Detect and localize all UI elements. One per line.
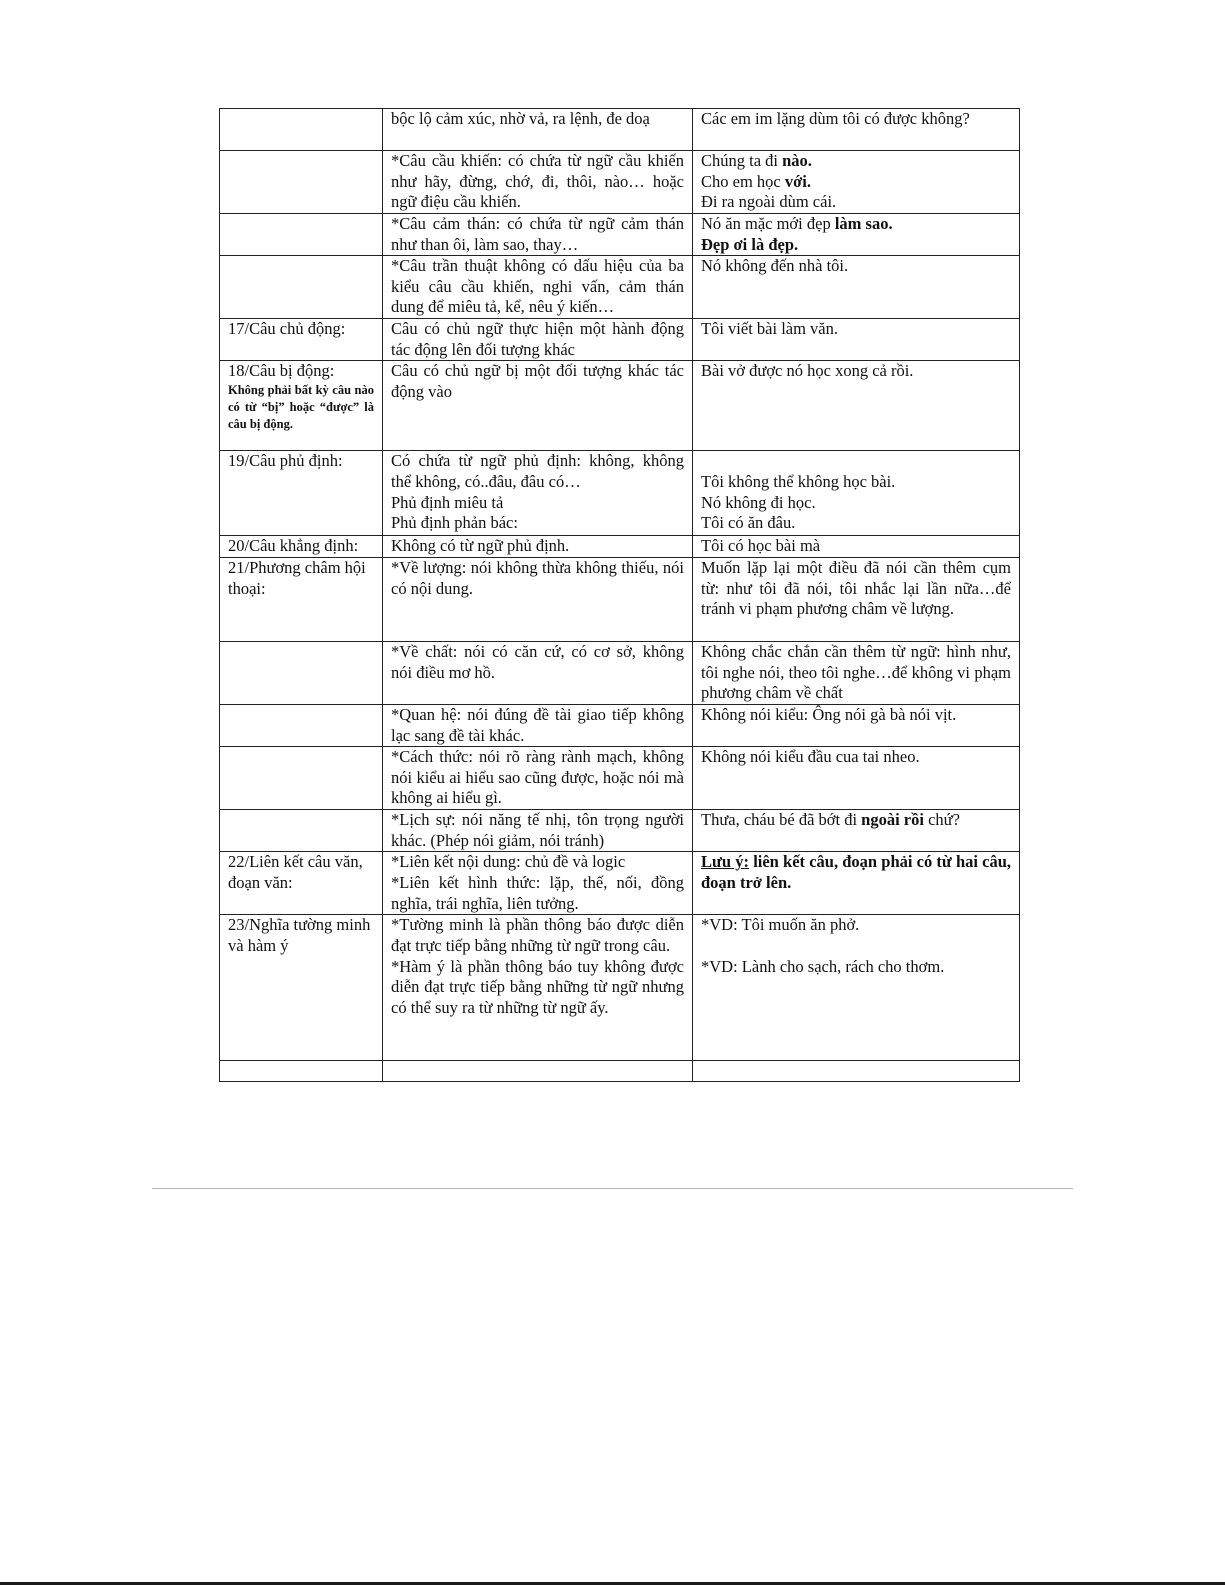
table-row: [220, 1061, 1020, 1082]
table-row: [220, 361, 1020, 451]
definition-cell: [383, 915, 693, 1061]
table-row: [220, 319, 1020, 361]
definition-line: Phủ định phản bác:: [391, 513, 518, 533]
example-line: Đi ra ngoài dùm cái.: [701, 192, 837, 212]
table-row: [220, 641, 1020, 704]
definition-cell: *Cách thức: nói rõ ràng rành mạch, không nói kiểu ai hiểu sao cũng được, hoặc nói mà không ai hiểu gì.: [383, 747, 693, 810]
page-separator: [152, 1188, 1073, 1189]
example-cell: Các em im lặng dùm tôi có được không?: [693, 109, 1020, 151]
concept-cell: [220, 151, 383, 214]
note-text: liên kết câu, đoạn phải có từ hai câu, đoạn trở lên.: [701, 852, 1012, 892]
example-cell: Bài vở được nó học xong cả rồi.: [693, 361, 1020, 451]
concept-cell: [220, 704, 383, 746]
definition-cell: *Câu trần thuật không có dấu hiệu của ba kiểu câu cầu khiến, nghi vấn, cảm thán dung để miêu tả, kể, nêu ý kiến…: [383, 256, 693, 319]
concept-cell: [220, 361, 383, 451]
example-line: Tôi không thể không học bài.: [701, 471, 896, 491]
example-cell: [693, 1061, 1020, 1082]
concept-cell: 22/Liên kết câu văn, đoạn văn:: [220, 852, 383, 915]
concept-cell: [220, 256, 383, 319]
example-cell: [693, 451, 1020, 536]
definition-cell: *Về lượng: nói không thừa không thiếu, nói có nội dung.: [383, 557, 693, 641]
concept-cell: [220, 109, 383, 151]
table-row: [220, 557, 1020, 641]
example-cell: [693, 852, 1020, 915]
concept-cell: [220, 810, 383, 852]
concept-cell: 19/Câu phủ định:: [220, 451, 383, 536]
example-cell: Không nói kiểu đầu cua tai nheo.: [693, 747, 1020, 810]
definition-line: *Hàm ý là phần thông báo tuy không được diễn đạt trực tiếp bằng những từ ngữ nhưng có thể suy ra từ những từ ngữ ấy.: [391, 956, 684, 1017]
definition-cell: [383, 451, 693, 536]
example-line: *VD: Lành cho sạch, rách cho thơm.: [701, 956, 945, 976]
concept-cell: 17/Câu chủ động:: [220, 319, 383, 361]
definition-cell: *Câu cầu khiến: có chứa từ ngữ cầu khiến như hãy, đừng, chớ, đi, thôi, nào… hoặc ngữ điệu cầu khiến.: [383, 151, 693, 214]
table-row: [220, 747, 1020, 810]
example-line: Chúng ta đi nào.: [701, 151, 812, 170]
example-cell: Nó không đến nhà tôi.: [693, 256, 1020, 319]
example-line: Tôi có ăn đâu.: [701, 513, 796, 533]
definition-line: thể không, có..đâu, đâu có…: [391, 471, 581, 491]
example-line: *VD: Tôi muốn ăn phở.: [701, 915, 860, 935]
definition-cell: [383, 1061, 693, 1082]
definition-line: Có chứa từ ngữ phủ định: không, không: [391, 451, 684, 471]
example-cell: Không nói kiểu: Ông nói gà bà nói vịt.: [693, 704, 1020, 746]
definition-line: *Tường minh là phần thông báo được diễn đạt trực tiếp bằng những từ ngữ trong câu.: [391, 915, 684, 955]
definition-line: Phủ định miêu tả: [391, 492, 504, 512]
concept-cell: 20/Câu khẳng định:: [220, 536, 383, 558]
example-line: Cho em học với.: [701, 171, 811, 191]
table-row: [220, 109, 1020, 151]
table-row: [220, 151, 1020, 214]
grammar-table: [219, 108, 1020, 1082]
concept-cell: [220, 747, 383, 810]
table-row: [220, 214, 1020, 256]
example-cell: Tôi viết bài làm văn.: [693, 319, 1020, 361]
definition-cell: *Lịch sự: nói năng tế nhị, tôn trọng người khác. (Phép nói giảm, nói tránh): [383, 810, 693, 852]
example-line: Nó không đi học.: [701, 492, 816, 512]
definition-cell: *Quan hệ: nói đúng đề tài giao tiếp không lạc sang đề tài khác.: [383, 704, 693, 746]
table-row: [220, 256, 1020, 319]
table-row: [220, 915, 1020, 1061]
concept-note: Không phải bất kỳ câu nào có từ “bị” hoặc “được” là câu bị động.: [228, 382, 374, 431]
note-label: Lưu ý:: [701, 852, 750, 872]
example-line: Nó ăn mặc mới đẹp làm sao.: [701, 214, 893, 233]
definition-cell: Không có từ ngữ phủ định.: [383, 536, 693, 558]
definition-cell: [383, 852, 693, 915]
table-row: [220, 536, 1020, 558]
example-cell: Không chắc chắn cần thêm từ ngữ: hình như, tôi nghe nói, theo tôi nghe…để không vi phạm phương châm về chất: [693, 641, 1020, 704]
definition-cell: Câu có chủ ngữ bị một đối tượng khác tác động vào: [383, 361, 693, 451]
definition-cell: Câu có chủ ngữ thực hiện một hành động tác động lên đối tượng khác: [383, 319, 693, 361]
table-row: [220, 704, 1020, 746]
definition-cell: bộc lộ cảm xúc, nhờ vả, ra lệnh, đe doạ: [383, 109, 693, 151]
concept-cell: [220, 214, 383, 256]
example-cell: [693, 151, 1020, 214]
table-row: [220, 810, 1020, 852]
concept-cell: 23/Nghĩa tường minh và hàm ý: [220, 915, 383, 1061]
example-cell: [693, 214, 1020, 256]
example-cell: Tôi có học bài mà: [693, 536, 1020, 558]
concept-cell: 21/Phương châm hội thoại:: [220, 557, 383, 641]
concept-title: 18/Câu bị động:: [228, 361, 335, 381]
concept-cell: [220, 1061, 383, 1082]
concept-cell: [220, 641, 383, 704]
example-cell: Thưa, cháu bé đã bớt đi ngoài rồi chứ?: [693, 810, 1020, 852]
example-line: Đẹp ơi là đẹp.: [701, 234, 799, 254]
table-row: [220, 852, 1020, 915]
definition-cell: *Về chất: nói có căn cứ, có cơ sở, không nói điều mơ hồ.: [383, 641, 693, 704]
definition-line: *Liên kết nội dung: chủ đề và logic: [391, 852, 626, 872]
example-cell: Muốn lặp lại một điều đã nói cần thêm cụm từ: như tôi đã nói, tôi nhắc lại lần nữa…để tránh vi phạm phương châm về lượng.: [693, 557, 1020, 641]
definition-cell: *Câu cảm thán: có chứa từ ngữ cảm thán như than ôi, làm sao, thay…: [383, 214, 693, 256]
example-cell: [693, 915, 1020, 1061]
definition-line: *Liên kết hình thức: lặp, thế, nối, đồng nghĩa, trái nghĩa, liên tưởng.: [391, 872, 684, 913]
table-row: [220, 451, 1020, 536]
